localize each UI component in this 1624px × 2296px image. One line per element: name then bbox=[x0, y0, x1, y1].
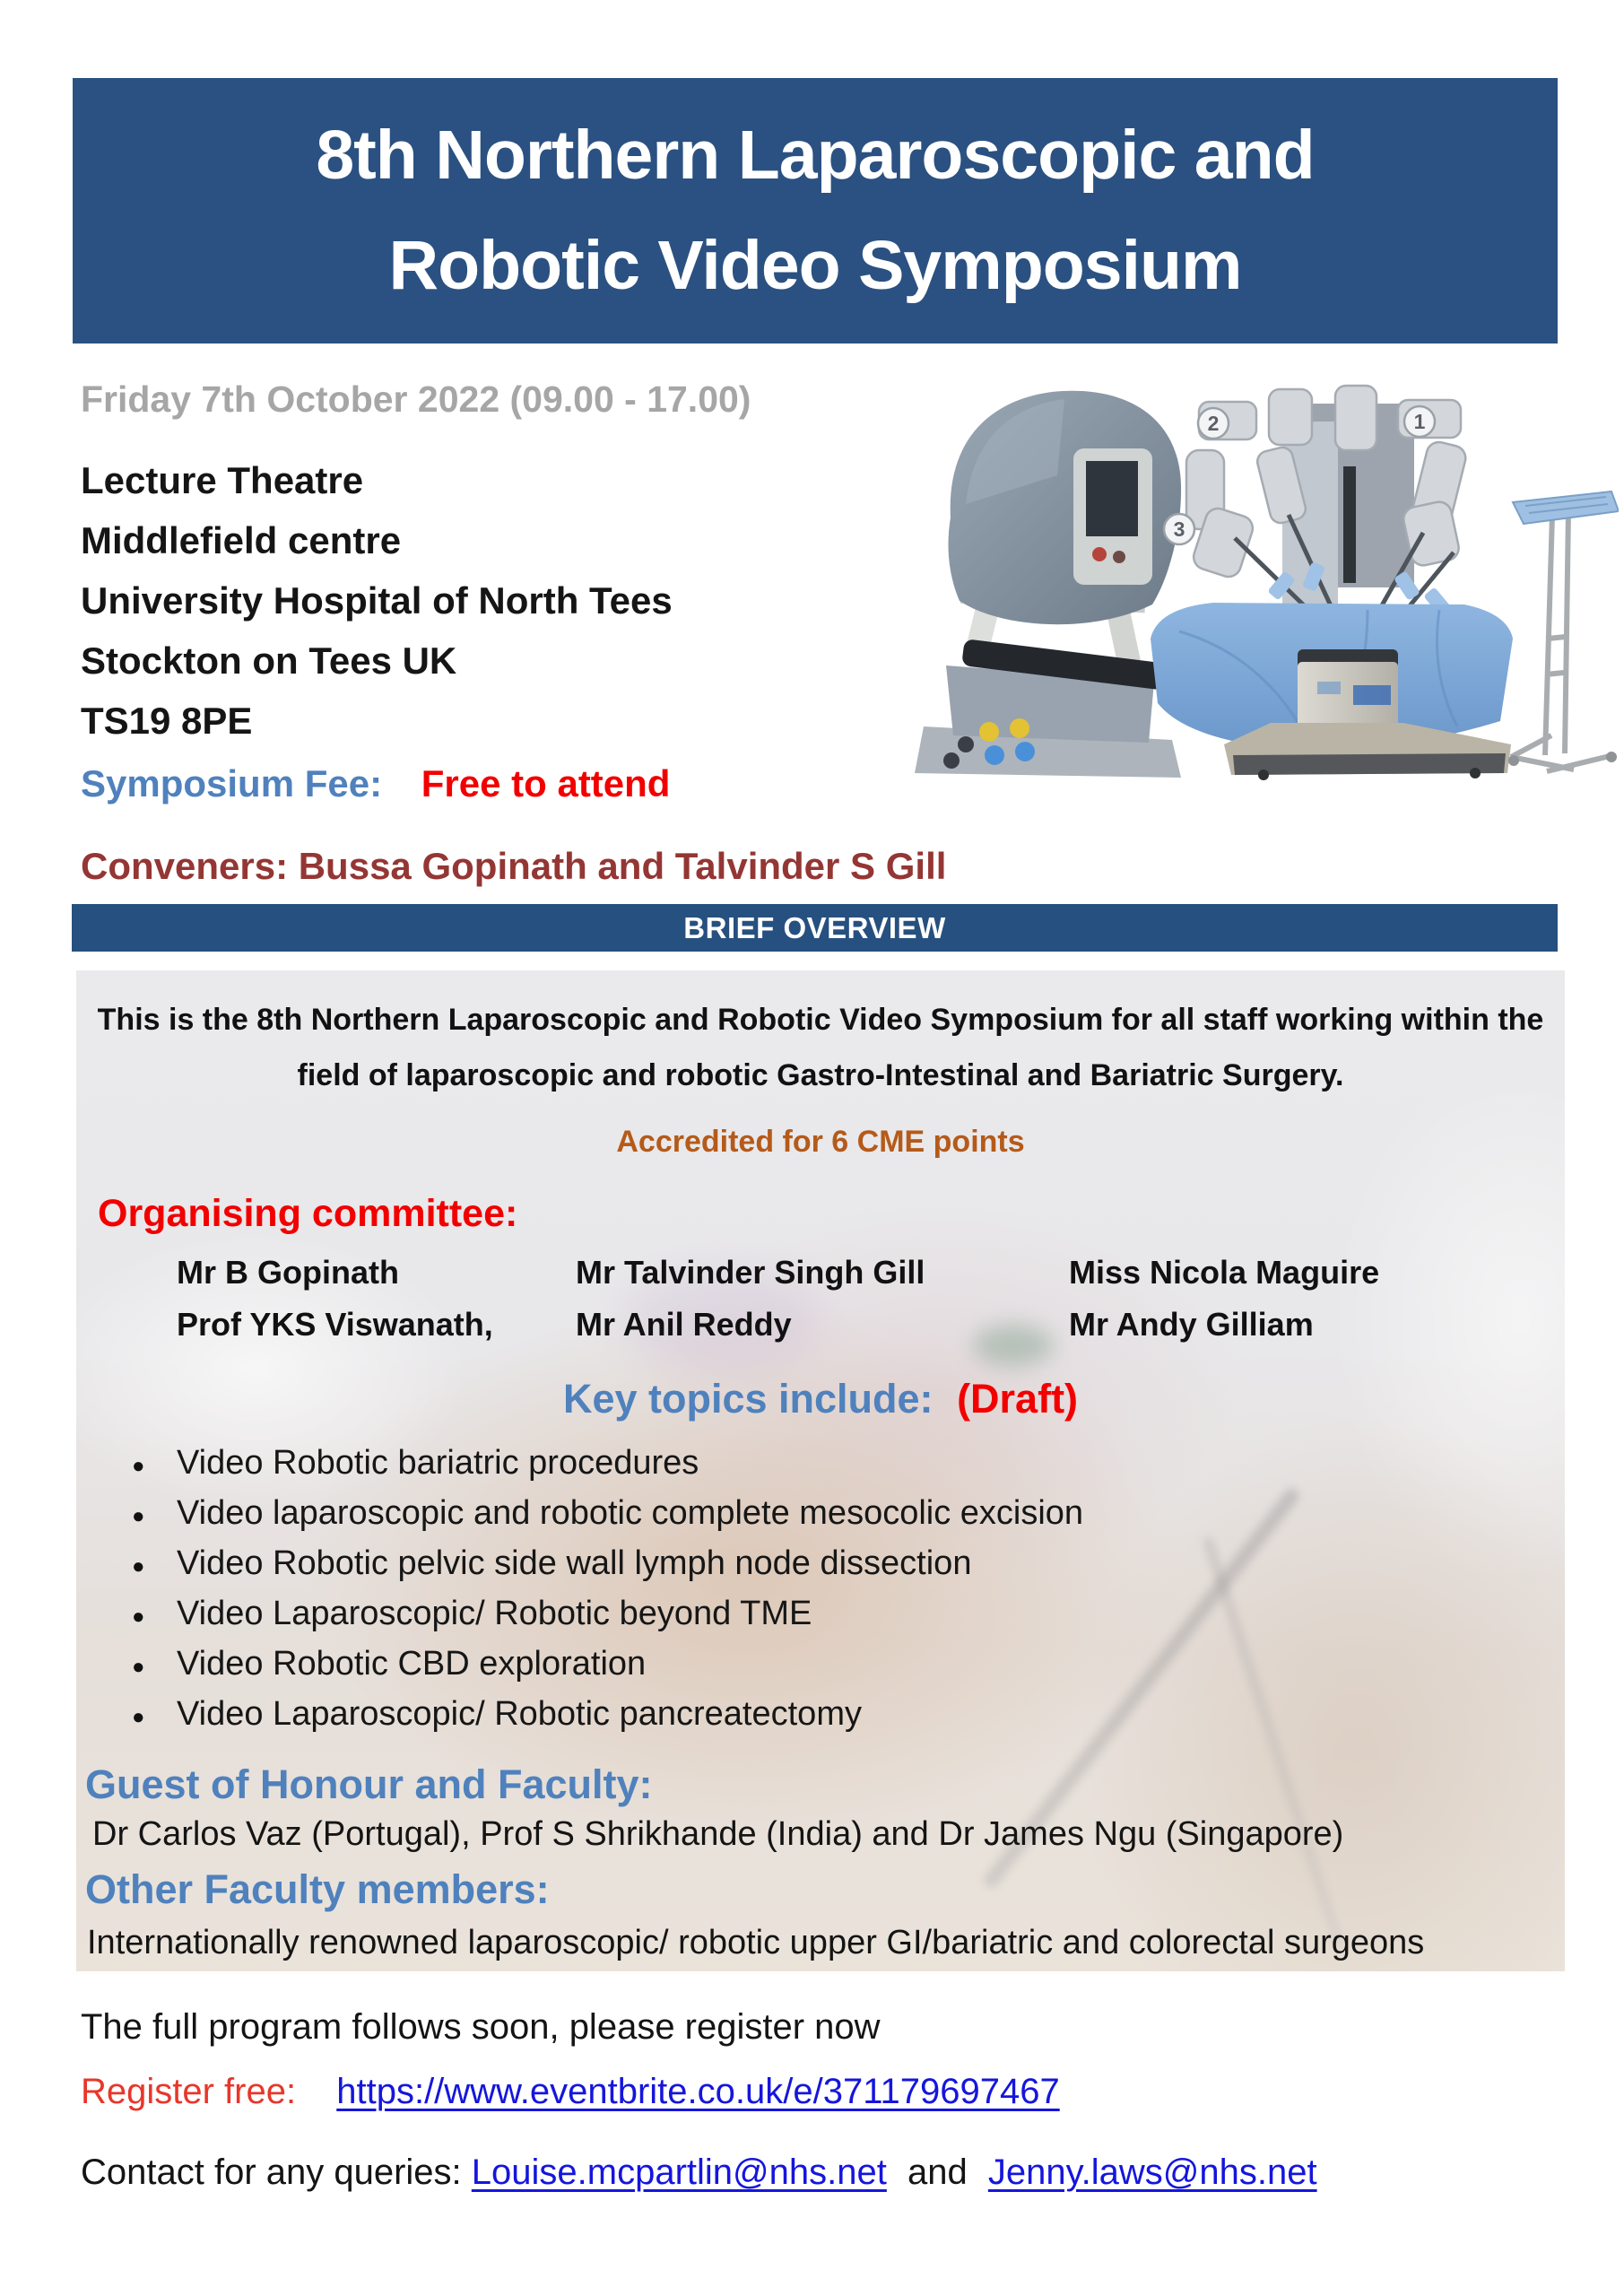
contact-email-link-jenny[interactable]: Jenny.laws@nhs.net bbox=[987, 2152, 1317, 2192]
guest-of-honour-heading: Guest of Honour and Faculty: bbox=[85, 1761, 653, 1807]
instrument-tray bbox=[1513, 491, 1619, 524]
accreditation-note: Accredited for 6 CME points bbox=[616, 1125, 1025, 1159]
svg-text:1: 1 bbox=[1413, 410, 1426, 433]
page-title-line-1: 8th Northern Laparoscopic and bbox=[316, 117, 1315, 194]
organising-committee-heading: Organising committee: bbox=[98, 1192, 518, 1235]
topic-item: ● Video Robotic pelvic side wall lymph node dissection bbox=[132, 1543, 1565, 1584]
guest-of-honour-names: Dr Carlos Vaz (Portugal), Prof S Shrikhande (India) and Dr James Ngu (Singapore) bbox=[92, 1815, 1344, 1853]
other-faculty-text: Internationally renowned laparoscopic/ robotic upper GI/bariatric and colorectal surgeons bbox=[87, 1924, 1425, 1961]
committee-member: Mr Andy Gilliam bbox=[1069, 1306, 1314, 1343]
key-topics-list bbox=[132, 1442, 1565, 1735]
title-banner bbox=[73, 78, 1558, 344]
committee-member: Miss Nicola Maguire bbox=[1069, 1254, 1380, 1291]
other-faculty-heading: Other Faculty members: bbox=[85, 1866, 550, 1912]
organising-committee-grid bbox=[177, 1254, 1565, 1344]
conveners-line: Conveners: Bussa Gopinath and Talvinder S Gill bbox=[81, 845, 947, 887]
draft-note: (Draft) bbox=[957, 1376, 1079, 1422]
topic-item: ● Video Robotic bariatric procedures bbox=[132, 1442, 1565, 1483]
venue-line: TS19 8PE bbox=[81, 700, 253, 742]
committee-member: Prof YKS Viswanath, bbox=[177, 1306, 493, 1343]
venue-line: Middlefield centre bbox=[81, 519, 402, 561]
topic-item: ● Video Laparoscopic/ Robotic pancreatectomy bbox=[132, 1693, 1565, 1735]
eventbrite-registration-link[interactable]: https://www.eventbrite.co.uk/e/371179697467 bbox=[336, 2072, 1060, 2111]
page-title-line-2: Robotic Video Symposium bbox=[388, 227, 1242, 304]
overview-intro: This is the 8th Northern Laparoscopic and Robotic Video Symposium for all staff working within the field of laparoscopic and robotic Gastro-Intestinal and Bariatric Surgery. bbox=[97, 1003, 1544, 1092]
fee-label: Symposium Fee: bbox=[81, 762, 383, 804]
topic-item: ● Video laparoscopic and robotic complete mesocolic excision bbox=[132, 1492, 1565, 1534]
contact-joiner: and bbox=[908, 2152, 968, 2192]
davinci-system-illustration bbox=[883, 370, 1619, 782]
instrument-stand bbox=[1511, 511, 1613, 771]
fee-value: Free to attend bbox=[421, 762, 671, 804]
key-topics-label: Key topics include: bbox=[562, 1376, 934, 1422]
patient-cart bbox=[1151, 386, 1513, 780]
program-note: The full program follows soon, please register now bbox=[81, 2007, 881, 2047]
symposium-fee-line bbox=[81, 762, 670, 805]
brief-overview-bar: BRIEF OVERVIEW bbox=[72, 904, 1558, 952]
committee-member: Mr Talvinder Singh Gill bbox=[576, 1254, 925, 1291]
venue-line: Lecture Theatre bbox=[81, 459, 364, 501]
committee-member: Mr Anil Reddy bbox=[576, 1306, 792, 1343]
register-free-label: Register free: bbox=[81, 2072, 297, 2111]
svg-text:3: 3 bbox=[1173, 517, 1185, 541]
topic-item: ● Video Laparoscopic/ Robotic beyond TME bbox=[132, 1593, 1565, 1634]
contact-line bbox=[81, 2152, 1317, 2193]
event-date: Friday 7th October 2022 (09.00 - 17.00) bbox=[81, 378, 751, 420]
venue-line: Stockton on Tees UK bbox=[81, 639, 457, 682]
davinci-system-photo bbox=[883, 370, 1619, 782]
venue-line: University Hospital of North Tees bbox=[81, 579, 673, 622]
committee-member: Mr B Gopinath bbox=[177, 1254, 399, 1291]
surgeon-console bbox=[915, 391, 1198, 778]
topic-item: ● Video Robotic CBD exploration bbox=[132, 1643, 1565, 1684]
svg-text:2: 2 bbox=[1207, 412, 1220, 435]
venue-address bbox=[81, 450, 673, 751]
contact-email-link-louise[interactable]: Louise.mcpartlin@nhs.net bbox=[471, 2152, 887, 2192]
key-topics-heading bbox=[76, 1376, 1565, 1422]
register-line bbox=[81, 2072, 1060, 2112]
overview-panel bbox=[76, 970, 1565, 1971]
contact-prefix: Contact for any queries: bbox=[81, 2152, 462, 2192]
